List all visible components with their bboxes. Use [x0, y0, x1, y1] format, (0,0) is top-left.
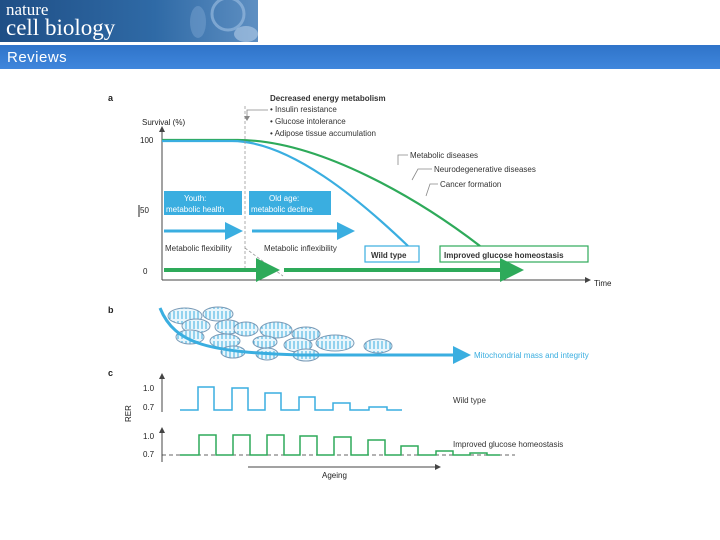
- improved-legend-label: Improved glucose homeostasis: [444, 251, 564, 260]
- metabolic-flexibility-label: Metabolic flexibility: [165, 244, 232, 253]
- panel-a-label: a: [108, 93, 114, 103]
- survival-axis-label: Survival (%): [142, 118, 186, 127]
- metabolic-diseases-label: Metabolic diseases: [410, 151, 479, 160]
- decreased-item-3: • Adipose tissue accumulation: [270, 129, 376, 138]
- metabolic-inflexibility-label: Metabolic inflexibility: [264, 244, 337, 253]
- neurodegenerative-pointer: [412, 169, 432, 180]
- logo-line-2: cell biology: [6, 15, 116, 40]
- tick-50: 50: [140, 206, 149, 215]
- cancer-label: Cancer formation: [440, 180, 502, 189]
- rer-axis-label: RER: [124, 405, 133, 422]
- tick-0: 0: [143, 267, 148, 276]
- panel-b-label: b: [108, 305, 114, 315]
- old-age-line-2: metabolic decline: [251, 205, 313, 214]
- improved-trace-label: Improved glucose homeostasis: [453, 440, 564, 449]
- rer-tick-low-2: 0.7: [143, 450, 155, 459]
- panel-c-label: c: [108, 368, 114, 378]
- neurodegenerative-label: Neurodegenerative diseases: [434, 165, 536, 174]
- wild-type-trace-label: Wild type: [453, 396, 486, 405]
- section-title: Reviews: [7, 49, 68, 66]
- mitochondria-label: Mitochondrial mass and integrity: [474, 351, 589, 360]
- youth-line-2: metabolic health: [166, 205, 225, 214]
- wild-type-legend-label: Wild type: [371, 251, 407, 260]
- wild-type-rer-trace: [180, 387, 402, 410]
- cancer-pointer: [426, 184, 438, 196]
- decreased-item-1: • Insulin resistance: [270, 105, 337, 114]
- ageing-axis-label: Ageing: [322, 471, 347, 480]
- rer-tick-high-1: 1.0: [143, 384, 155, 393]
- rer-tick-low-1: 0.7: [143, 403, 155, 412]
- metabolic-diseases-pointer: [398, 155, 408, 165]
- decreased-energy-title: Decreased energy metabolism: [270, 94, 386, 103]
- improved-rer-trace: [180, 435, 500, 455]
- decreased-pointer: [247, 110, 268, 116]
- time-axis-label: Time: [594, 279, 612, 288]
- youth-line-1: Youth:: [184, 194, 207, 203]
- logo-line-1: nature: [6, 0, 49, 19]
- rer-tick-high-2: 1.0: [143, 432, 155, 441]
- old-age-line-1: Old age:: [269, 194, 300, 203]
- decreased-item-2: • Glucose intolerance: [270, 117, 346, 126]
- tick-100: 100: [140, 136, 154, 145]
